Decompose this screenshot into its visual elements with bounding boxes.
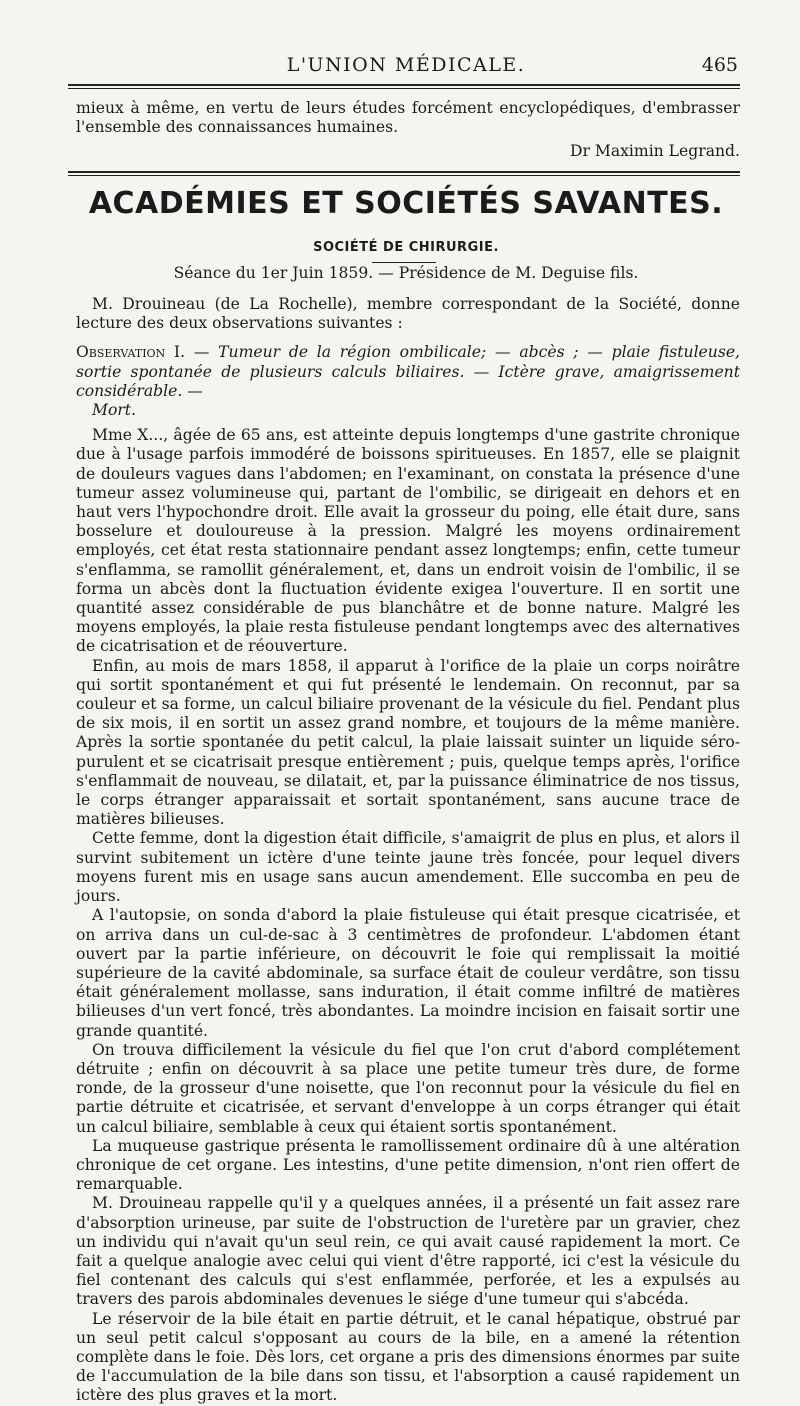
- observation-heading: [76, 343, 740, 420]
- section-rule-thin: [68, 175, 740, 176]
- paragraph: A l'autopsie, on sonda d'abord la plaie fistuleuse qui était presque cicatrisée, et on arriva dans un cul-de-sac à 3 centimètres de profondeur. L'abdomen étant ouvert par la partie inférieure, on découvrit le foie qui remplissait la moitié supérieure de la cavité abdominale, sa surface était de couleur verdâtre, son tissu était généralement mollasse, sans induration, il était comme infiltré de matières bilieuses d'un vert foncé, très abondantes. La moindre incision en faisait sortir une grande quantité.: [76, 906, 740, 1040]
- header-rule: [68, 84, 740, 86]
- section-rule: [68, 171, 740, 173]
- author-signature: Dr Maximin Legrand.: [569, 142, 740, 161]
- paragraph: Le réservoir de la bile était en partie détruit, et le canal hépatique, obstrué par un seul petit calcul s'opposant au cours de la bile, en a amené la rétention complète dans le foie. Dès lors, cet organe a pris des dimensions énormes par suite de l'accumulation de la bile dans son tissu, et l'absorption a causé rapidement un ictère des plus graves et la mort.: [76, 1309, 740, 1405]
- intro-paragraph: mieux à même, en vertu de leurs études forcément encyclopédiques, d'embrasser l'ensemble des connaissances humaines.: [76, 99, 740, 137]
- society-rule: [372, 262, 436, 263]
- seance-line: Séance du 1er Juin 1859. — Présidence de M. Deguise fils.: [173, 264, 639, 282]
- journal-title: L'UNION MÉDICALE.: [286, 54, 526, 76]
- intro-block: [76, 99, 740, 162]
- observation-outcome: Mort.: [92, 401, 137, 420]
- page-number: 465: [701, 54, 738, 76]
- observation-label: Observation I. —: [76, 343, 210, 362]
- observation-title: Tumeur de la région ombilicale; — abcès ; — plaie fistuleuse, sortie spontanée de plusieurs calculs biliaires. — Ictère grave, amaigrissement considérable. —: [76, 343, 741, 400]
- society-heading: SOCIÉTÉ DE CHIRURGIE.: [313, 240, 499, 255]
- paragraph: Enfin, au mois de mars 1858, il apparut à l'orifice de la plaie un corps noirâtre qui sortit spontanément et qui fut présenté le lendemain. On reconnut, par sa couleur et sa forme, un calcul biliaire provenant de la vésicule du fiel. Pendant plus de six mois, il en sortit un assez grand nombre, et toujours de la même manière. Après la sortie spontanée du petit calcul, la plaie laissait suinter un liquide séro-purulent et se cicatrisait presque entièrement ; puis, quelque temps après, l'orifice s'enflammait de nouveau, se dilatait, et, par la puissance éliminatrice de nos tissus, le corps étranger apparaissait et sortait spontanément, sans aucune trace de matières bilieuses.: [76, 656, 740, 829]
- paragraph: Mme X..., âgée de 65 ans, est atteinte depuis longtemps d'une gastrite chronique due à l'usage parfois immodéré de boissons spiritueuses. En 1857, elle se plaignit de douleurs vagues dans l'abdomen; en l'examinant, on constata la présence d'une tumeur assez volumineuse qui, partant de l'ombilic, se dirigeait en dehors et en haut vers l'hypochondre droit. Elle avait la grosseur du poing, elle était dure, sans bosselure et douloureuse à la pression. Malgré les moyens ordinairement employés, cet état resta stationnaire pendant assez longtemps; enfin, cette tumeur s'enflamma, se ramollit généralement, et, dans un endroit voisin de l'ombilic, il se forma un abcès dont la fluctuation évidente exigea l'ouverture. Il en sortit une quantité assez considérable de pus blanchâtre et de bonne nature. Malgré les moyens employés, la plaie resta fistuleuse pendant longtemps avec des alternatives de cicatrisation et de réouverture.: [76, 426, 740, 656]
- paragraph: On trouva difficilement la vésicule du fiel que l'on crut d'abord complétement détruite ; enfin on découvrit à sa place une petite tumeur très dure, de forme ronde, de la grosseur d'une noisette, que l'on reconnut pour la vésicule du fiel en partie détruite et cicatrisée, et servant d'enveloppe à un corps étranger qui était un calcul biliaire, semblable à ceux qui étaient sortis spontanément.: [76, 1040, 740, 1136]
- announcement: M. Drouineau (de La Rochelle), membre correspondant de la Société, donne lecture des deux observations suivantes :: [76, 295, 740, 333]
- paragraph: Cette femme, dont la digestion était difficile, s'amaigrit de plus en plus, et alors il survint subitement un ictère d'une teinte jaune très foncée, pour lequel divers moyens furent mis en usage sans aucun amendement. Elle succomba en peu de jours.: [76, 829, 740, 906]
- paragraph: M. Drouineau rappelle qu'il y a quelques années, il a présenté un fait assez rare d'absorption urineuse, par suite de l'obstruction de l'uretère par un gravier, chez un individu qui n'avait qu'un seul rein, ce qui avait causé rapidement la mort. Ce fait a quelque analogie avec celui qui vient d'être rapporté, ici c'est la vésicule du fiel contenant des calculs qui s'est enflammée, perforée, et les a expulsés au travers des parois abdominales devenues le siége d'une tumeur qui s'abcéda.: [76, 1194, 740, 1309]
- header-rule-thin: [68, 88, 740, 89]
- section-title: ACADÉMIES ET SOCIÉTÉS SAVANTES.: [88, 186, 724, 221]
- running-head: [70, 54, 742, 80]
- article-body: [76, 295, 740, 1406]
- paragraph: La muqueuse gastrique présenta le ramollissement ordinaire dû à une altération chronique de cet organe. Les intestins, d'une petite dimension, n'ont rien offert de remarquable.: [76, 1136, 740, 1194]
